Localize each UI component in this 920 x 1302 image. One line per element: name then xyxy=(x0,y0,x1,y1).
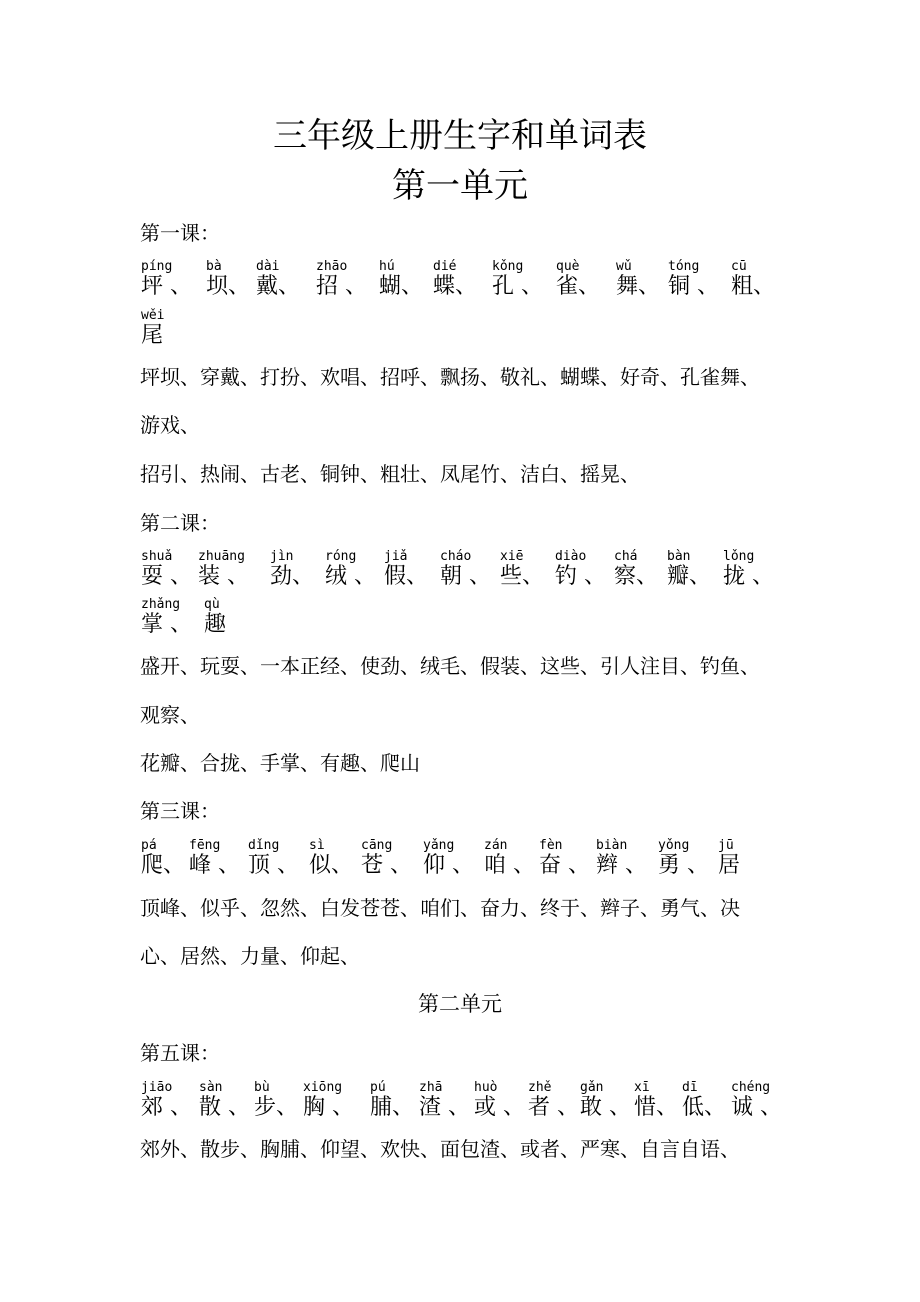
character-label: 峰 、 xyxy=(189,853,240,878)
character-label: 居 xyxy=(718,853,741,878)
character-label: 脯、 xyxy=(370,1095,415,1120)
pinyin-label: shuǎ xyxy=(141,549,173,564)
character-label: 些、 xyxy=(500,564,545,589)
pinyin-label: yǎng xyxy=(423,838,455,853)
pinyin-label: zhě xyxy=(528,1080,552,1095)
pinyin-label: qù xyxy=(204,597,220,612)
lesson-5-heading: 第五课： xyxy=(140,1041,220,1065)
character-label: 郊 、 xyxy=(141,1095,192,1120)
character-label: 尾 xyxy=(141,323,164,348)
character-label: 舞、 xyxy=(616,274,661,299)
pinyin-label: zhāo xyxy=(316,259,348,274)
character-label: 察、 xyxy=(614,564,659,589)
lesson-1-heading: 第一课： xyxy=(140,221,220,245)
pinyin-label: biàn xyxy=(596,838,628,853)
pinyin-label: cháo xyxy=(440,549,472,564)
character-label: 粗、 xyxy=(731,274,776,299)
character-label: 蝴、 xyxy=(379,274,424,299)
pinyin-label: huò xyxy=(474,1080,498,1095)
pinyin-label: cāng xyxy=(361,838,393,853)
pinyin-label: dié xyxy=(433,259,457,274)
pinyin-label: fèn xyxy=(539,838,563,853)
character-label: 或 、 xyxy=(474,1095,525,1120)
character-label: 装 、 xyxy=(198,564,249,589)
pinyin-label: wěi xyxy=(141,308,165,323)
pinyin-label: pú xyxy=(370,1080,386,1095)
character-label: 瓣、 xyxy=(667,564,712,589)
character-label: 惜、 xyxy=(634,1095,679,1120)
character-label: 渣 、 xyxy=(419,1095,470,1120)
character-label: 蝶、 xyxy=(433,274,478,299)
pinyin-label: bù xyxy=(254,1080,270,1095)
pinyin-label: kǒng xyxy=(492,259,524,274)
lesson-2-heading: 第二课： xyxy=(140,511,220,535)
character-label: 咱 、 xyxy=(484,853,535,878)
character-label: 苍 、 xyxy=(361,853,412,878)
character-label: 低、 xyxy=(682,1095,727,1120)
character-label: 勇 、 xyxy=(658,853,709,878)
character-label: 招 、 xyxy=(316,274,367,299)
unit-heading-1: 第一单元 xyxy=(392,166,528,206)
pinyin-label: bà xyxy=(206,259,222,274)
page-title: 三年级上册生字和单词表 xyxy=(273,116,647,156)
character-label: 掌 、 xyxy=(141,612,192,637)
pinyin-label: bàn xyxy=(667,549,691,564)
character-label: 诚 、 xyxy=(731,1095,782,1120)
character-label: 者 、 xyxy=(528,1095,579,1120)
lesson-2-words-line-2: 观察、 xyxy=(140,703,200,727)
unit-heading-2: 第二单元 xyxy=(418,992,502,1016)
character-label: 假、 xyxy=(384,564,429,589)
lesson-1-words-line-1: 坪坝、穿戴、打扮、欢唱、招呼、飘扬、敬礼、蝴蝶、好奇、孔雀舞、 xyxy=(140,365,760,389)
pinyin-label: zán xyxy=(484,838,508,853)
pinyin-label: hú xyxy=(379,259,395,274)
character-label: 似、 xyxy=(309,853,354,878)
pinyin-label: zhā xyxy=(419,1080,443,1095)
pinyin-label: diào xyxy=(555,549,587,564)
lesson-3-words-line-2: 心、居然、力量、仰起、 xyxy=(140,944,360,968)
character-label: 绒 、 xyxy=(325,564,376,589)
character-label: 朝 、 xyxy=(440,564,491,589)
pinyin-label: lǒng xyxy=(723,549,755,564)
pinyin-label: dài xyxy=(256,259,280,274)
character-label: 戴、 xyxy=(256,274,301,299)
lesson-1-words-line-3: 招引、热闹、古老、铜钟、粗壮、凤尾竹、洁白、摇晃、 xyxy=(140,462,640,486)
pinyin-label: róng xyxy=(325,549,357,564)
pinyin-label: tóng xyxy=(668,259,700,274)
lesson-3-heading: 第三课： xyxy=(140,799,220,823)
pinyin-label: xiōng xyxy=(303,1080,343,1095)
pinyin-label: dī xyxy=(682,1080,698,1095)
character-label: 顶 、 xyxy=(248,853,299,878)
character-label: 坪 、 xyxy=(141,274,192,299)
pinyin-label: yǒng xyxy=(658,838,690,853)
pinyin-label: gǎn xyxy=(580,1080,604,1095)
character-label: 钓 、 xyxy=(555,564,606,589)
character-label: 坝、 xyxy=(206,274,251,299)
pinyin-label: jiǎ xyxy=(384,549,408,564)
character-label: 奋 、 xyxy=(539,853,590,878)
lesson-5-words-line-1: 郊外、散步、胸脯、仰望、欢快、面包渣、或者、严寒、自言自语、 xyxy=(140,1137,740,1161)
pinyin-label: xiē xyxy=(500,549,524,564)
pinyin-label: cū xyxy=(731,259,747,274)
character-label: 步、 xyxy=(254,1095,299,1120)
character-label: 耍 、 xyxy=(141,564,192,589)
lesson-3-words-line-1: 顶峰、似乎、忽然、白发苍苍、咱们、奋力、终于、辫子、勇气、决 xyxy=(140,896,740,920)
pinyin-label: xī xyxy=(634,1080,650,1095)
pinyin-label: fēng xyxy=(189,838,221,853)
lesson-2-words-line-1: 盛开、玩耍、一本正经、使劲、绒毛、假装、这些、引人注目、钓鱼、 xyxy=(140,654,760,678)
character-label: 爬、 xyxy=(141,853,186,878)
pinyin-label: píng xyxy=(141,259,173,274)
pinyin-label: zhǎng xyxy=(141,597,181,612)
pinyin-label: dǐng xyxy=(248,838,280,853)
lesson-1-words-line-2: 游戏、 xyxy=(140,413,200,437)
pinyin-label: chéng xyxy=(731,1080,771,1095)
pinyin-label: jiāo xyxy=(141,1080,173,1095)
character-label: 仰 、 xyxy=(423,853,474,878)
pinyin-label: wǔ xyxy=(616,259,632,274)
character-label: 敢 、 xyxy=(580,1095,631,1120)
character-label: 胸 、 xyxy=(303,1095,354,1120)
pinyin-label: sì xyxy=(309,838,325,853)
character-label: 趣 xyxy=(204,612,227,637)
pinyin-label: chá xyxy=(614,549,638,564)
pinyin-label: jìn xyxy=(270,549,294,564)
character-label: 铜 、 xyxy=(668,274,719,299)
pinyin-label: què xyxy=(556,259,580,274)
pinyin-label: pá xyxy=(141,838,157,853)
pinyin-label: sàn xyxy=(199,1080,223,1095)
pinyin-label: jū xyxy=(718,838,734,853)
character-label: 辫 、 xyxy=(596,853,647,878)
character-label: 雀、 xyxy=(556,274,601,299)
character-label: 拢 、 xyxy=(723,564,774,589)
lesson-2-words-line-3: 花瓣、合拢、手掌、有趣、爬山 xyxy=(140,751,420,775)
pinyin-label: zhuāng xyxy=(198,549,245,564)
character-label: 孔 、 xyxy=(492,274,543,299)
character-label: 散 、 xyxy=(199,1095,250,1120)
character-label: 劲、 xyxy=(270,564,315,589)
